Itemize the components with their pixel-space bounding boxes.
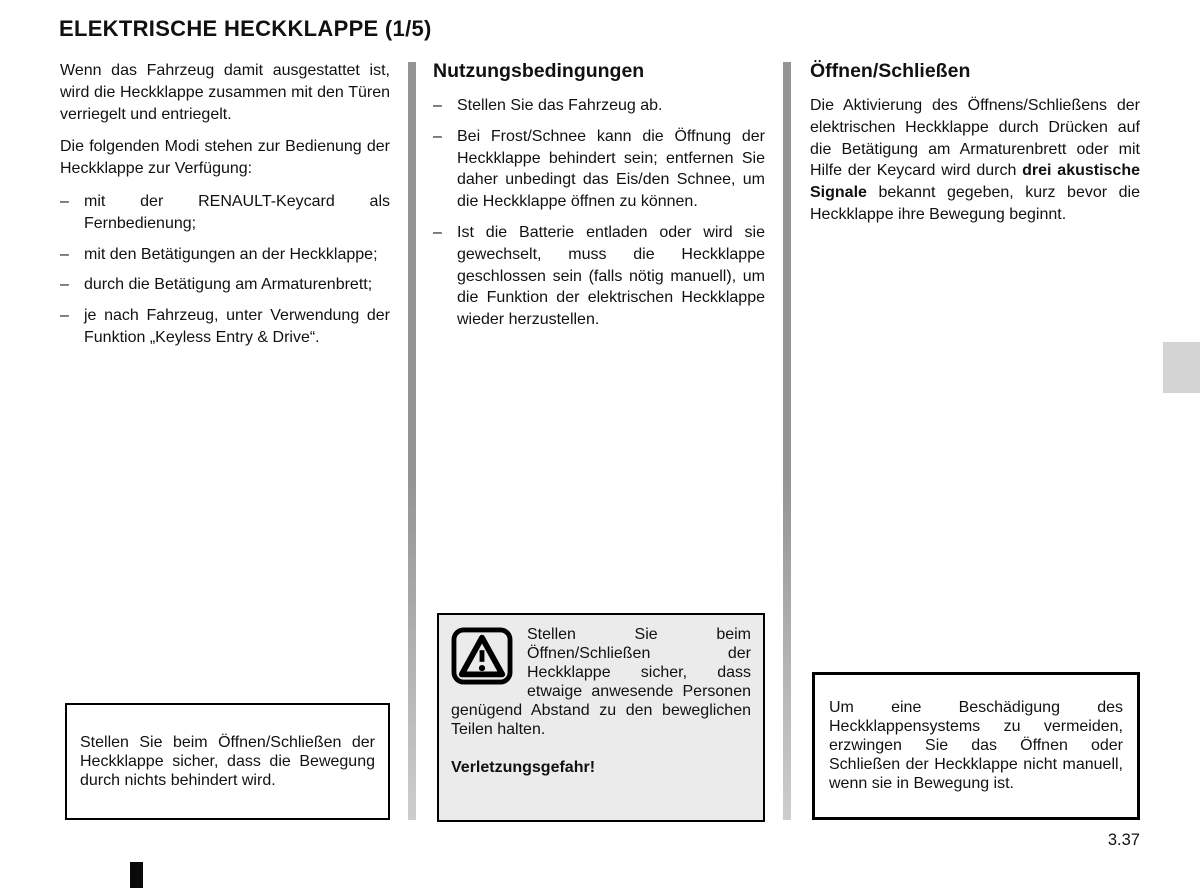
dash-bullet: – xyxy=(60,307,69,325)
page-number: 3.37 xyxy=(1107,831,1140,849)
list-item-text: mit der RENAULT-Keycard als Fernbedienung; xyxy=(84,192,390,232)
dash-bullet: – xyxy=(60,192,69,210)
list-item xyxy=(433,126,765,213)
list-item-text: Stellen Sie das Fahrzeug ab. xyxy=(457,97,663,114)
note-text: Um eine Beschädigung des Heckklappensystems zu vermeiden, erzwingen Sie das Öffnen oder Schließen der Heckklappe nicht manuell, wenn sie in Bewegung ist. xyxy=(829,699,1123,792)
list-item-text: durch die Betätigung am Armaturenbrett; xyxy=(84,276,373,294)
list-item-text: mit den Betätigungen an der Heckklappe; xyxy=(84,245,378,263)
note-box-movement xyxy=(65,703,390,820)
warning-text: Stellen Sie beim Öffnen/Schließen der Heckklappe sicher, dass etwaige anwesende Personen genügend Abstand zu den beweglichen Teilen halten. xyxy=(451,626,751,738)
open-close-paragraph xyxy=(810,95,1140,226)
list-item-text: je nach Fahrzeug, unter Verwendung der Funktion „Keyless Entry & Drive“. xyxy=(84,307,390,346)
page-title: ELEKTRISCHE HECKKLAPPE (1/5) xyxy=(59,16,432,41)
list-item xyxy=(60,274,390,296)
intro-paragraph-1: Wenn das Fahrzeug damit ausgestattet ist, wird die Heckklappe zusammen mit den Türen verriegelt und entriegelt. xyxy=(60,62,390,123)
warning-emphasis: Verletzungsgefahr! xyxy=(451,759,596,776)
list-item xyxy=(60,244,390,266)
paragraph-bold-text: drei akustische Signale xyxy=(810,162,1141,202)
spine-mark xyxy=(130,862,143,888)
dash-bullet: – xyxy=(60,245,69,263)
chapter-edge-tab xyxy=(1163,342,1200,393)
column-open-close xyxy=(810,60,1140,237)
dash-bullet: – xyxy=(433,223,442,241)
list-item xyxy=(433,95,765,117)
list-item-text: Bei Frost/Schnee kann die Öffnung der Heckklappe behindert sein; entfernen Sie daher unbedingt das Eis/den Schnee, um die Heckklappe öffnen zu können. xyxy=(457,127,765,211)
dash-bullet: – xyxy=(60,276,69,294)
list-item xyxy=(433,222,765,331)
dash-bullet: – xyxy=(433,97,442,114)
dash-bullet: – xyxy=(433,127,442,145)
note-box-damage xyxy=(812,672,1140,820)
paragraph-text: bekannt gegeben, kurz bevor die Heckklappe ihre Bewegung beginnt. xyxy=(810,184,1140,223)
column-divider xyxy=(408,62,416,820)
column-divider xyxy=(783,62,791,820)
warning-triangle-icon xyxy=(451,627,513,685)
column-intro xyxy=(60,60,390,358)
list-item xyxy=(60,191,390,235)
column-usage-conditions xyxy=(433,60,765,340)
section-heading-usage: Nutzungsbedingungen xyxy=(433,60,645,82)
warning-box xyxy=(437,613,765,822)
note-text: Stellen Sie beim Öffnen/Schließen der Heckklappe sicher, dass die Bewegung durch nichts behindert wird. xyxy=(80,734,375,789)
list-item-text: Ist die Batterie entladen oder wird sie gewechselt, muss die Heckklappe geschlossen sein (falls nötig manuell), um die Funktion der elektrischen Heckklappe wieder herzustellen. xyxy=(457,223,765,329)
paragraph-text: Die Aktivierung des Öffnens/Schließens der elektrischen Heckklappe durch Drücken auf die Betätigung am Armaturenbrett oder mit Hilfe der Keycard wird durch xyxy=(810,97,1140,180)
intro-paragraph-2: Die folgenden Modi stehen zur Bedienung der Heckklappe zur Verfügung: xyxy=(60,138,390,178)
list-item xyxy=(60,305,390,349)
section-heading-open-close: Öffnen/Schließen xyxy=(810,60,971,82)
